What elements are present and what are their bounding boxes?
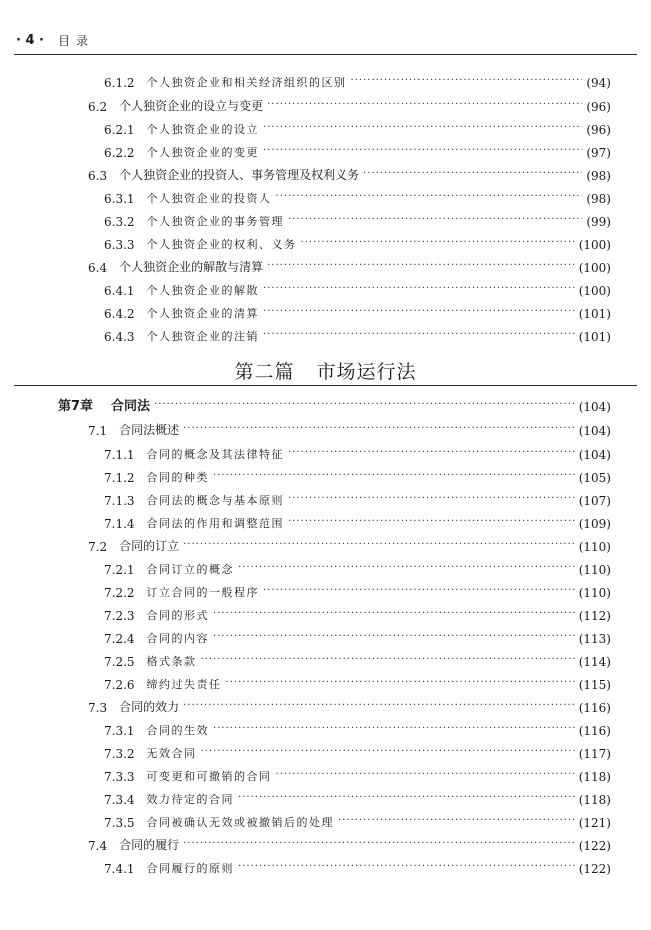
entry-number: 7.1.4 xyxy=(104,517,135,531)
toc-entry[interactable] xyxy=(104,68,611,90)
entry-title: 效力待定的合同 xyxy=(146,793,235,806)
entry-title: 个人独资企业的解散与清算 xyxy=(119,260,264,274)
leader-dots xyxy=(267,98,582,114)
toc-entry[interactable] xyxy=(88,693,611,715)
leader-dots xyxy=(263,305,575,321)
part-rule xyxy=(14,385,637,386)
toc-entry[interactable] xyxy=(104,808,611,830)
leader-dots xyxy=(301,236,575,252)
part-title: 市场运行法 xyxy=(316,361,417,383)
toc-entry[interactable] xyxy=(104,184,611,206)
chapter-title: 合同法 xyxy=(111,399,151,414)
entry-title: 格式条款 xyxy=(146,655,197,668)
entry-number: 7.2 xyxy=(88,540,108,554)
entry-number: 6.4.2 xyxy=(104,307,135,321)
entry-title: 合同的概念及其法律特征 xyxy=(146,448,285,461)
entry-number: 7.3.2 xyxy=(104,747,135,761)
entry-number: 6.4 xyxy=(88,261,108,275)
entry-title: 合同的内容 xyxy=(146,632,210,645)
entry-number: 6.4.3 xyxy=(104,330,135,344)
entry-number: 6.2.2 xyxy=(104,146,135,160)
toc-entry[interactable] xyxy=(104,440,611,462)
toc-entry[interactable] xyxy=(104,762,611,784)
entry-number: 7.1.1 xyxy=(104,448,135,462)
entry-page: (101) xyxy=(578,307,611,321)
entry-number: 7.2.4 xyxy=(104,632,135,646)
entry-number: 7.3.1 xyxy=(104,724,135,738)
entry-title: 订立合同的一般程序 xyxy=(146,586,260,599)
entry-number: 7.3.5 xyxy=(104,816,135,830)
page-number: · 4 · xyxy=(16,32,44,48)
entry-title: 合同的效力 xyxy=(119,700,180,714)
entry-page: (100) xyxy=(578,284,611,298)
leader-dots xyxy=(267,259,575,275)
entry-number: 7.1 xyxy=(88,424,108,438)
leader-dots xyxy=(263,121,582,137)
entry-title: 合同的种类 xyxy=(146,471,210,484)
leader-dots xyxy=(263,144,582,160)
entry-title: 合同的形式 xyxy=(146,609,210,622)
leader-dots xyxy=(154,398,575,414)
leader-dots xyxy=(288,515,575,531)
entry-number: 6.2.1 xyxy=(104,123,135,137)
entry-number: 7.2.2 xyxy=(104,586,135,600)
toc-entry[interactable] xyxy=(104,785,611,807)
leader-dots xyxy=(213,722,575,738)
leader-dots xyxy=(238,561,575,577)
page-header xyxy=(16,30,94,50)
entry-page: (97) xyxy=(586,146,611,160)
entry-number: 7.4 xyxy=(88,839,108,853)
entry-number: 7.2.5 xyxy=(104,655,135,669)
entry-page: (118) xyxy=(578,770,611,784)
toc-entry[interactable] xyxy=(104,299,611,321)
entry-number: 7.3 xyxy=(88,701,108,715)
entry-page: (99) xyxy=(586,215,611,229)
entry-page: (118) xyxy=(578,793,611,807)
entry-title: 合同的订立 xyxy=(119,539,180,553)
entry-title: 个人独资企业的注销 xyxy=(146,330,260,343)
header-title: 目录 xyxy=(57,33,94,48)
header-rule xyxy=(14,54,637,55)
leader-dots xyxy=(226,676,575,692)
entry-page: (116) xyxy=(578,701,611,715)
entry-title: 无效合同 xyxy=(146,747,197,760)
chapter-number: 第7章 xyxy=(58,399,94,414)
leader-dots xyxy=(201,653,575,669)
entry-title: 合同订立的概念 xyxy=(146,563,235,576)
toc-entry[interactable] xyxy=(104,509,611,531)
entry-title: 个人独资企业的清算 xyxy=(146,307,260,320)
toc-entry[interactable] xyxy=(104,624,611,646)
leader-dots xyxy=(183,837,575,853)
toc-entry[interactable] xyxy=(104,555,611,577)
leader-dots xyxy=(288,446,575,462)
entry-page: (117) xyxy=(578,747,611,761)
entry-page: (96) xyxy=(586,100,611,114)
toc-entry[interactable] xyxy=(104,739,611,761)
entry-page: (112) xyxy=(578,609,611,623)
toc-entry[interactable] xyxy=(104,486,611,508)
toc-entry[interactable] xyxy=(88,831,611,853)
entry-number: 6.1.2 xyxy=(104,76,135,90)
entry-page: (122) xyxy=(578,862,611,876)
leader-dots xyxy=(213,469,575,485)
leader-dots xyxy=(213,607,575,623)
entry-page: (100) xyxy=(578,238,611,252)
entry-title: 个人独资企业和相关经济组织的区别 xyxy=(146,76,347,89)
entry-number: 6.4.1 xyxy=(104,284,135,298)
entry-number: 6.3 xyxy=(88,169,108,183)
entry-number: 6.3.3 xyxy=(104,238,135,252)
entry-title: 合同被确认无效或被撤销后的处理 xyxy=(146,816,335,829)
leader-dots xyxy=(263,328,575,344)
leader-dots xyxy=(276,190,583,206)
part-heading xyxy=(0,357,651,384)
toc-entry[interactable] xyxy=(104,716,611,738)
entry-number: 7.4.1 xyxy=(104,862,135,876)
entry-page: (100) xyxy=(578,261,611,275)
entry-page: (104) xyxy=(578,448,611,462)
entry-page: (94) xyxy=(586,76,611,90)
entry-title: 合同履行的原则 xyxy=(146,862,235,875)
entry-page: (104) xyxy=(578,400,611,414)
entry-title: 合同的生效 xyxy=(146,724,210,737)
entry-title: 个人独资企业的投资人 xyxy=(146,192,272,205)
entry-page: (122) xyxy=(578,839,611,853)
entry-page: (114) xyxy=(578,655,611,669)
entry-number: 6.3.2 xyxy=(104,215,135,229)
entry-title: 个人独资企业的投资人、事务管理及权利义务 xyxy=(119,168,360,182)
leader-dots xyxy=(288,492,575,508)
entry-title: 个人独资企业的变更 xyxy=(146,146,260,159)
entry-title: 个人独资企业的权利、义务 xyxy=(146,238,297,251)
leader-dots xyxy=(351,74,583,90)
entry-page: (105) xyxy=(578,471,611,485)
toc-entry[interactable] xyxy=(104,601,611,623)
leader-dots xyxy=(238,860,575,876)
entry-page: (109) xyxy=(578,517,611,531)
toc-entry[interactable] xyxy=(104,276,611,298)
entry-page: (113) xyxy=(578,632,611,646)
toc-entry[interactable] xyxy=(104,207,611,229)
entry-number: 7.3.4 xyxy=(104,793,135,807)
toc-entry[interactable] xyxy=(104,647,611,669)
entry-number: 7.1.3 xyxy=(104,494,135,508)
entry-page: (104) xyxy=(578,424,611,438)
entry-number: 6.2 xyxy=(88,100,108,114)
toc-entry[interactable] xyxy=(104,578,611,600)
entry-title: 个人独资企业的事务管理 xyxy=(146,215,285,228)
entry-number: 6.3.1 xyxy=(104,192,135,206)
entry-page: (96) xyxy=(586,123,611,137)
toc-chapter-entry[interactable] xyxy=(58,392,611,414)
entry-title: 合同的履行 xyxy=(119,838,180,852)
entry-number: 7.2.3 xyxy=(104,609,135,623)
leader-dots xyxy=(213,630,575,646)
entry-title: 可变更和可撤销的合同 xyxy=(146,770,272,783)
entry-number: 7.3.3 xyxy=(104,770,135,784)
entry-page: (110) xyxy=(578,540,611,554)
entry-title: 合同法概述 xyxy=(119,423,180,437)
entry-title: 个人独资企业的设立与变更 xyxy=(119,99,264,113)
leader-dots xyxy=(263,584,575,600)
entry-page: (121) xyxy=(578,816,611,830)
entry-title: 合同法的概念与基本原则 xyxy=(146,494,285,507)
toc-entry[interactable] xyxy=(88,416,611,438)
toc-entry[interactable] xyxy=(104,670,611,692)
leader-dots xyxy=(338,814,575,830)
entry-page: (110) xyxy=(578,563,611,577)
entry-title: 个人独资企业的解散 xyxy=(146,284,260,297)
toc-entry[interactable] xyxy=(104,115,611,137)
toc-entry[interactable] xyxy=(104,138,611,160)
toc-entry[interactable] xyxy=(88,253,611,275)
toc-entry[interactable] xyxy=(88,161,611,183)
leader-dots xyxy=(183,699,575,715)
toc-entry[interactable] xyxy=(104,230,611,252)
entry-page: (107) xyxy=(578,494,611,508)
entry-number: 7.1.2 xyxy=(104,471,135,485)
leader-dots xyxy=(263,282,575,298)
entry-page: (115) xyxy=(578,678,611,692)
leader-dots xyxy=(288,213,582,229)
leader-dots xyxy=(363,167,582,183)
entry-number: 7.2.6 xyxy=(104,678,135,692)
toc-entry[interactable] xyxy=(104,854,611,876)
toc-entry[interactable] xyxy=(104,322,611,344)
leader-dots xyxy=(183,538,575,554)
entry-title: 个人独资企业的设立 xyxy=(146,123,260,136)
leader-dots xyxy=(276,768,575,784)
entry-title: 缔约过失责任 xyxy=(146,678,222,691)
entry-page: (101) xyxy=(578,330,611,344)
entry-page: (98) xyxy=(586,169,611,183)
toc-entry[interactable] xyxy=(88,92,611,114)
toc-entry[interactable] xyxy=(104,463,611,485)
part-number: 第二篇 xyxy=(234,361,295,383)
entry-number: 7.2.1 xyxy=(104,563,135,577)
entry-page: (98) xyxy=(586,192,611,206)
leader-dots xyxy=(183,422,575,438)
leader-dots xyxy=(201,745,575,761)
toc-entry[interactable] xyxy=(88,532,611,554)
entry-page: (110) xyxy=(578,586,611,600)
entry-title: 合同法的作用和调整范围 xyxy=(146,517,285,530)
entry-page: (116) xyxy=(578,724,611,738)
leader-dots xyxy=(238,791,575,807)
